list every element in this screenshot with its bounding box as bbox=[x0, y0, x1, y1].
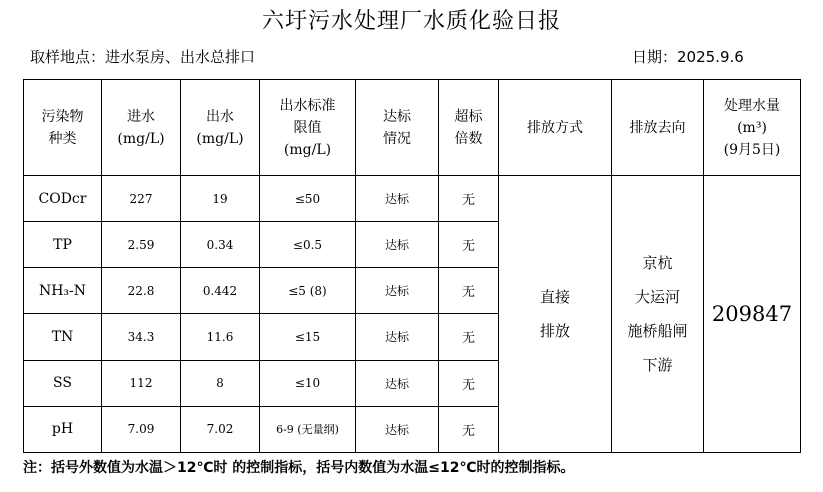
exceed-cell: 无 bbox=[439, 360, 499, 406]
table-row bbox=[24, 176, 801, 222]
exceed-cell: 无 bbox=[439, 314, 499, 360]
header-volume: 处理水量 (m³) (9月5日) bbox=[704, 80, 801, 176]
sampling-location: 取样地点：进水泵房、出水总排口 bbox=[30, 48, 256, 66]
exceed-cell: 无 bbox=[439, 222, 499, 268]
discharge-destination-cell: 京杭 大运河 施桥船闸 下游 bbox=[612, 176, 704, 453]
header-destination: 排放去向 bbox=[612, 80, 704, 176]
status-cell: 达标 bbox=[356, 268, 439, 314]
status-cell: 达标 bbox=[356, 314, 439, 360]
outflow-cell: 19 bbox=[181, 176, 260, 222]
outflow-cell: 11.6 bbox=[181, 314, 260, 360]
inflow-cell: 112 bbox=[102, 360, 181, 406]
pollutant-cell: pH bbox=[24, 406, 102, 452]
water-quality-table bbox=[23, 79, 801, 453]
inflow-cell: 34.3 bbox=[102, 314, 181, 360]
pollutant-cell: NH₃-N bbox=[24, 268, 102, 314]
header-exceed: 超标 倍数 bbox=[439, 80, 499, 176]
pollutant-cell: TP bbox=[24, 222, 102, 268]
report-date: 日期：2025.9.6 bbox=[632, 48, 744, 66]
header-method: 排放方式 bbox=[499, 80, 612, 176]
report-title: 六圩污水处理厂水质化验日报 bbox=[261, 9, 561, 34]
header-limit: 出水标准 限值 (mg/L) bbox=[260, 80, 356, 176]
status-cell: 达标 bbox=[356, 406, 439, 452]
inflow-cell: 227 bbox=[102, 176, 181, 222]
limit-cell: ≤10 bbox=[260, 360, 356, 406]
discharge-method-cell: 直接 排放 bbox=[499, 176, 612, 453]
limit-cell: 6-9 (无量纲) bbox=[260, 406, 356, 452]
pollutant-cell: SS bbox=[24, 360, 102, 406]
limit-cell: ≤50 bbox=[260, 176, 356, 222]
exceed-cell: 无 bbox=[439, 176, 499, 222]
pollutant-cell: TN bbox=[24, 314, 102, 360]
header-pollutant: 污染物 种类 bbox=[24, 80, 102, 176]
status-cell: 达标 bbox=[356, 222, 439, 268]
pollutant-cell: CODcr bbox=[24, 176, 102, 222]
outflow-cell: 0.442 bbox=[181, 268, 260, 314]
header-inflow: 进水 (mg/L) bbox=[102, 80, 181, 176]
exceed-cell: 无 bbox=[439, 406, 499, 452]
header-outflow: 出水 (mg/L) bbox=[181, 80, 260, 176]
header-status: 达标 情况 bbox=[356, 80, 439, 176]
outflow-cell: 8 bbox=[181, 360, 260, 406]
limit-cell: ≤15 bbox=[260, 314, 356, 360]
limit-cell: ≤5 (8) bbox=[260, 268, 356, 314]
exceed-cell: 无 bbox=[439, 268, 499, 314]
status-cell: 达标 bbox=[356, 176, 439, 222]
treated-volume-cell: 209847 bbox=[704, 176, 801, 453]
inflow-cell: 22.8 bbox=[102, 268, 181, 314]
outflow-cell: 0.34 bbox=[181, 222, 260, 268]
outflow-cell: 7.02 bbox=[181, 406, 260, 452]
footnote: 注：括号外数值为水温＞12℃时 的控制指标，括号内数值为水温≤12℃时的控制指标。 bbox=[23, 460, 575, 476]
header-row bbox=[24, 80, 801, 176]
inflow-cell: 7.09 bbox=[102, 406, 181, 452]
status-cell: 达标 bbox=[356, 360, 439, 406]
inflow-cell: 2.59 bbox=[102, 222, 181, 268]
limit-cell: ≤0.5 bbox=[260, 222, 356, 268]
